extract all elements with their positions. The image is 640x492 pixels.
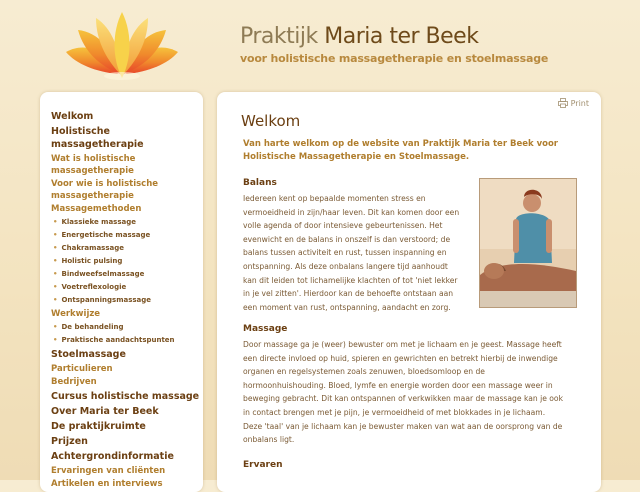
sidebar-item-13[interactable] bbox=[51, 322, 203, 333]
paragraph-line: Iedereen kent op bepaalde momenten stress en bbox=[243, 194, 426, 203]
sidebar-item-label: Welkom bbox=[51, 111, 94, 122]
sidebar-item-label: Bedrijven bbox=[51, 377, 97, 387]
site-header bbox=[0, 0, 640, 90]
bullet-icon: • bbox=[53, 244, 58, 252]
paragraph-line: een moment van rust, ontspanning, aandacht en zorg. bbox=[243, 302, 451, 312]
sidebar-item-label: Klassieke massage bbox=[61, 218, 136, 226]
paragraph-line: onbalans ligt. bbox=[243, 435, 295, 445]
paragraph-line: Deze 'taal' van je lichaam kan je bewuster maken van wat aan de oorsprong van de bbox=[243, 421, 563, 431]
sidebar-item-5[interactable] bbox=[51, 217, 203, 228]
sidebar-item-14[interactable] bbox=[51, 335, 203, 346]
sidebar-item-16[interactable] bbox=[51, 363, 201, 375]
paragraph-line: in contact brengen met je pijn, je vermoeidheid of met blokkades in je lichaam. bbox=[243, 407, 546, 417]
sidebar-item-label: Voetreflexologie bbox=[61, 283, 127, 291]
sidebar-item-label: De behandeling bbox=[61, 323, 124, 331]
print-label: Print bbox=[570, 98, 589, 108]
sidebar-item-19[interactable] bbox=[51, 405, 203, 418]
sidebar-nav bbox=[40, 92, 203, 492]
sidebar-item-label: Praktische aandachtspunten bbox=[61, 336, 175, 344]
section-text-balans bbox=[243, 192, 473, 314]
sidebar-item-label: Energetische massage bbox=[61, 231, 151, 239]
sidebar-item-23[interactable] bbox=[51, 465, 201, 477]
bullet-icon: • bbox=[53, 283, 58, 291]
section-text-massage bbox=[243, 338, 583, 447]
sidebar-item-9[interactable] bbox=[51, 269, 203, 280]
bullet-icon: • bbox=[53, 323, 58, 331]
site-title-part1: Praktijk bbox=[240, 24, 318, 49]
sidebar-item-label: Achtergrondinformatie bbox=[51, 451, 174, 462]
massage-photo bbox=[479, 178, 577, 308]
intro-text: Van harte welkom op de website van Praktijk Maria ter Beek voor Holistische Massagetherapie en Stoelmassage. bbox=[243, 139, 558, 162]
sidebar-item-18[interactable] bbox=[51, 390, 203, 403]
bullet-icon: • bbox=[53, 270, 58, 278]
paragraph-line: balans tussen activiteit en rust, tussen inspanning en bbox=[243, 248, 447, 258]
sidebar-item-22[interactable] bbox=[51, 450, 203, 463]
sidebar-item-label: De praktijkruimte bbox=[51, 421, 146, 432]
sidebar-item-label: Stoelmassage bbox=[51, 349, 126, 360]
sidebar-item-label: Over Maria ter Beek bbox=[51, 406, 159, 417]
sidebar-item-8[interactable] bbox=[51, 256, 203, 267]
page-title: Welkom bbox=[241, 112, 301, 130]
sidebar-item-1[interactable] bbox=[51, 125, 203, 151]
sidebar-item-label: Particulieren bbox=[51, 364, 113, 374]
sidebar-item-0[interactable] bbox=[51, 110, 203, 123]
sidebar-item-label: Holistic pulsing bbox=[61, 257, 123, 265]
site-title[interactable] bbox=[240, 24, 478, 49]
paragraph-line: beweging gebracht. Dit kan ontspannen of verkwikken maar de massage kan je ook bbox=[243, 394, 563, 404]
paragraph-line: ontspanning. Als deze onbalans langere tijd aanhoudt bbox=[243, 261, 448, 271]
sidebar-item-label: Voor wie is holistische massagetherapie bbox=[51, 179, 159, 201]
sidebar-item-2[interactable] bbox=[51, 153, 201, 177]
sidebar-item-label: Chakramassage bbox=[61, 244, 124, 252]
bullet-icon: • bbox=[53, 231, 58, 239]
paragraph-line: kan dit leiden tot lichamelijke klachten of tot 'niet lekker bbox=[243, 275, 458, 285]
sidebar-item-20[interactable] bbox=[51, 420, 203, 433]
paragraph-line: organen en regelsystemen zoals zenuwen, bloedsomloop en de bbox=[243, 367, 485, 377]
sidebar-item-3[interactable] bbox=[51, 178, 201, 202]
sidebar-item-12[interactable] bbox=[51, 308, 201, 320]
sidebar-item-label: Wat is holistische massagetherapie bbox=[51, 154, 136, 176]
paragraph-line: Door massage ga je (weer) bewuster om met je lichaam en je geest. Massage heeft bbox=[243, 340, 562, 349]
paragraph-line: hormoonhuishouding. Bloed, lymfe en energie worden door een massage weer in bbox=[243, 380, 553, 390]
main-content bbox=[217, 92, 601, 492]
sidebar-item-label: Ontspanningsmassage bbox=[61, 296, 152, 304]
sidebar-item-15[interactable] bbox=[51, 348, 203, 361]
sidebar-item-11[interactable] bbox=[51, 295, 203, 306]
section-heading-massage: Massage bbox=[243, 324, 288, 334]
printer-icon bbox=[558, 98, 568, 108]
site-title-part2: Maria ter Beek bbox=[324, 24, 479, 49]
bullet-icon: • bbox=[53, 257, 58, 265]
sidebar-item-label: Ervaringen van cliënten bbox=[51, 466, 166, 476]
bullet-icon: • bbox=[53, 336, 58, 344]
sidebar-item-17[interactable] bbox=[51, 376, 201, 388]
bullet-icon: • bbox=[53, 296, 58, 304]
sidebar-item-label: Artikelen en interviews bbox=[51, 479, 163, 489]
sidebar-item-4[interactable] bbox=[51, 203, 201, 215]
sidebar-item-label: Massagemethoden bbox=[51, 204, 142, 214]
site-subtitle: voor holistische massagetherapie en stoelmassage bbox=[240, 52, 549, 65]
section-heading-balans: Balans bbox=[243, 178, 277, 188]
sidebar-item-6[interactable] bbox=[51, 230, 203, 241]
lotus-logo-icon[interactable] bbox=[62, 10, 182, 82]
sidebar-nav-list bbox=[51, 110, 203, 490]
sidebar-item-label: Prijzen bbox=[51, 436, 88, 447]
section-heading-ervaren: Ervaren bbox=[243, 460, 283, 470]
paragraph-line: volle agenda of door intensieve gebeurtenissen. Het bbox=[243, 221, 443, 231]
paragraph-line: in je vel zitten'. Hierdoor kan de behoefte ontstaan aan bbox=[243, 289, 454, 299]
sidebar-item-10[interactable] bbox=[51, 282, 203, 293]
print-button[interactable] bbox=[558, 98, 589, 108]
sidebar-item-label: Holistische massagetherapie bbox=[51, 126, 144, 150]
bullet-icon: • bbox=[53, 218, 58, 226]
sidebar-item-label: Bindweefselmassage bbox=[61, 270, 145, 278]
paragraph-line: een directe invloed op huid, spieren en gewrichten en betrekt hierbij de inwendige bbox=[243, 353, 558, 363]
sidebar-item-21[interactable] bbox=[51, 435, 203, 448]
sidebar-item-label: Werkwijze bbox=[51, 309, 101, 319]
sidebar-item-7[interactable] bbox=[51, 243, 203, 254]
sidebar-item-label: Cursus holistische massage bbox=[51, 391, 200, 402]
paragraph-line: vermoeidheid in zijn/haar leven. Dit kan komen door een bbox=[243, 207, 460, 217]
paragraph-line: evenwicht en de balans in onszelf is dan verstoord; de bbox=[243, 234, 451, 244]
